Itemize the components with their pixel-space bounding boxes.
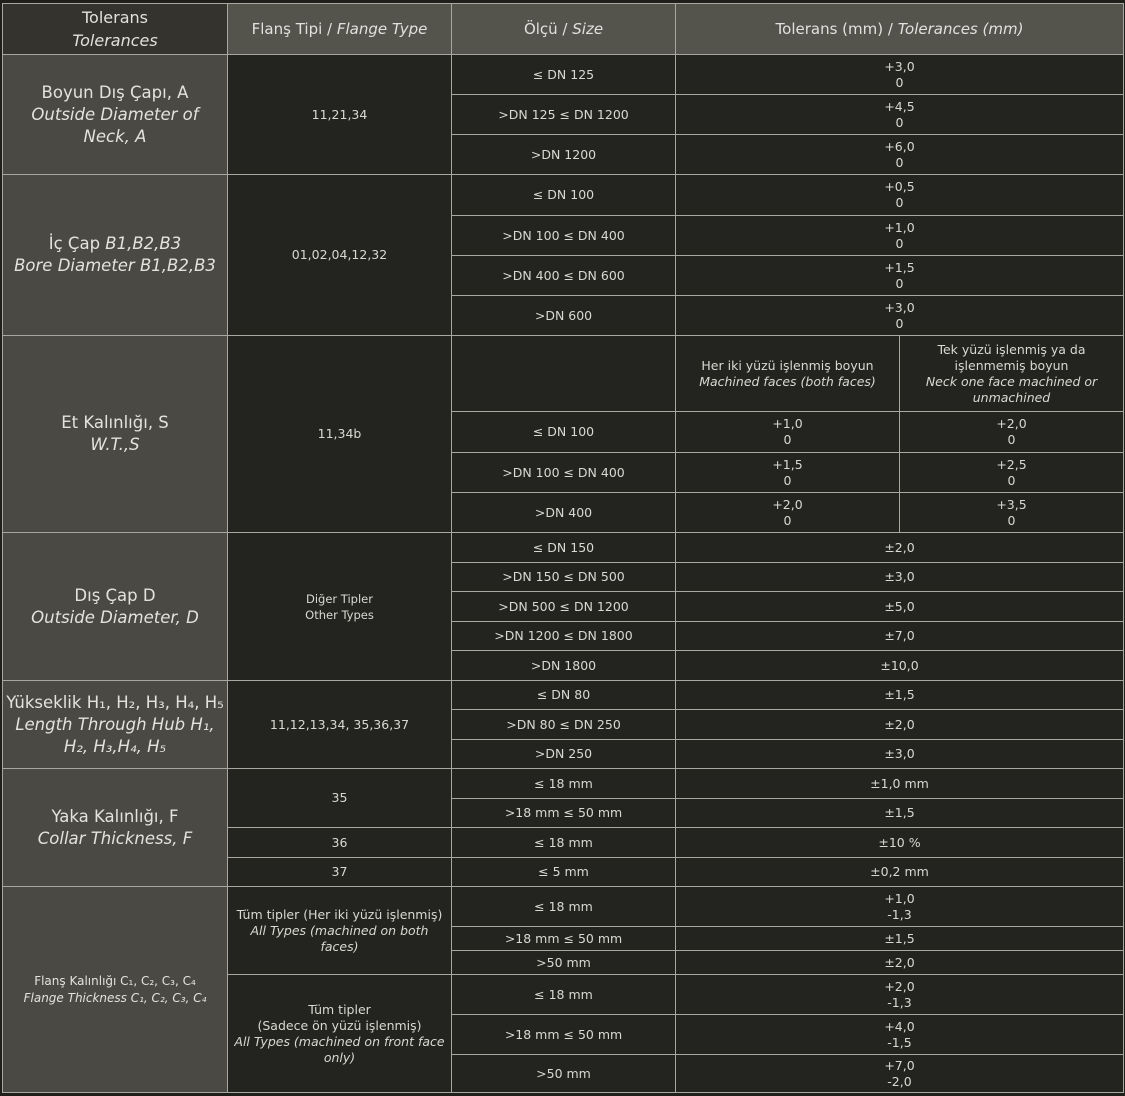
tolerance-cell: ±1,5 (676, 799, 1124, 828)
tolerance-cell: ±10 % (676, 828, 1124, 858)
neck-label-cell (3, 55, 228, 175)
wall-col2-header (900, 336, 1124, 412)
size-cell: ≤ DN 100 (452, 175, 676, 216)
wall-col1-header (676, 336, 900, 412)
tolerance-cell: ±1,5 (676, 927, 1124, 951)
flange-group1-tr: Tüm tipler (Her iki yüzü işlenmiş) (236, 906, 443, 922)
header-property (3, 4, 228, 55)
size-cell: >DN 1200 (452, 135, 676, 175)
tolerance-table (2, 3, 1124, 1093)
flange-group1-en: All Types (machined on both faces) (250, 922, 429, 954)
size-cell: ≤ DN 125 (452, 55, 676, 95)
flange-group2 (228, 975, 452, 1093)
tol-upper: +6,0 (884, 138, 915, 154)
outer-types (228, 533, 452, 681)
tol-lower: 0 (1007, 432, 1016, 447)
outer-types-tr: Diğer Tipler (306, 591, 373, 606)
size-cell: >DN 150 ≤ DN 500 (452, 563, 676, 592)
size-cell: ≤ DN 100 (452, 412, 676, 453)
neck-label-en: Outside Diameter of Neck, A (31, 104, 199, 146)
collar-type-cell: 35 (228, 769, 452, 828)
tol-lower: 0 (1007, 472, 1016, 488)
tolerance-cell: ±3,0 (676, 563, 1124, 592)
tol-upper: +2,0 (996, 416, 1027, 431)
height-label-tr: Yükseklik H₁, H₂, H₃, H₄, H₅ (6, 692, 224, 712)
tol-upper: +1,0 (884, 219, 915, 235)
tol-upper: +3,5 (996, 496, 1027, 512)
bore-types: 01,02,04,12,32 (228, 175, 452, 336)
outer-label-en: Outside Diameter, D (31, 607, 199, 627)
tol-upper: +7,0 (884, 1057, 915, 1073)
size-cell: >DN 500 ≤ DN 1200 (452, 592, 676, 622)
tolerance-cell (676, 887, 1124, 927)
header-property-tr: Tolerans (82, 8, 148, 27)
tol-upper: +1,0 (884, 890, 915, 906)
size-cell: >DN 100 ≤ DN 400 (452, 216, 676, 256)
tol-upper: +4,0 (884, 1018, 915, 1034)
tolerance-cell (676, 175, 1124, 216)
tolerance-cell (676, 55, 1124, 95)
size-cell: >DN 400 (452, 493, 676, 533)
bore-label-tr-it: B1,B2,B3 (105, 234, 182, 253)
wall-label-en: W.T.,S (90, 435, 140, 454)
bore-label-tr: İç Çap (48, 234, 106, 253)
header-tolerance (676, 4, 1124, 55)
tolerance-cell (676, 493, 900, 533)
flange-group2-en: All Types (machined on front face only) (234, 1033, 445, 1065)
outer-label-tr: Dış Çap D (74, 585, 156, 605)
size-cell: >DN 1800 (452, 651, 676, 681)
size-cell: >50 mm (452, 951, 676, 975)
flange-label-cell (3, 887, 228, 1093)
header-row (3, 4, 1124, 55)
collar-label-en: Collar Thickness, F (37, 828, 193, 848)
size-cell: >DN 80 ≤ DN 250 (452, 710, 676, 740)
size-cell: >DN 600 (452, 296, 676, 336)
table-row (3, 769, 1124, 799)
size-cell: >DN 1200 ≤ DN 1800 (452, 622, 676, 651)
tol-lower: -2,0 (887, 1073, 912, 1089)
tolerance-cell (676, 1015, 1124, 1055)
height-types: 11,12,13,34, 35,36,37 (228, 681, 452, 769)
tol-upper: +4,5 (884, 98, 915, 114)
tol-lower: -1,3 (887, 906, 912, 922)
tolerance-cell: ±2,0 (676, 710, 1124, 740)
tol-lower: 0 (783, 512, 792, 528)
outer-types-en: Other Types (305, 607, 374, 622)
header-size-tr: Ölçü / (523, 20, 573, 38)
flange-label-en: Flange Thickness C₁, C₂, C₃, C₄ (23, 990, 207, 1005)
size-cell: ≤ 18 mm (452, 887, 676, 927)
header-flange-type (228, 4, 452, 55)
tol-lower: 0 (895, 114, 904, 130)
neck-types: 11,21,34 (228, 55, 452, 175)
tolerance-cell: ±2,0 (676, 533, 1124, 563)
tol-upper: +2,0 (884, 978, 915, 994)
size-cell: >DN 100 ≤ DN 400 (452, 453, 676, 493)
tolerance-cell: ±10,0 (676, 651, 1124, 681)
header-size-en: Size (572, 20, 604, 38)
header-size (452, 4, 676, 55)
wall-col2-en: Neck one face machined or unmachined (925, 373, 1098, 405)
flange-group1 (228, 887, 452, 975)
tol-lower: 0 (895, 74, 904, 90)
size-cell: >18 mm ≤ 50 mm (452, 927, 676, 951)
tolerance-cell (676, 975, 1124, 1015)
size-cell: ≤ 5 mm (452, 858, 676, 887)
tol-upper: +1,5 (772, 456, 803, 472)
tolerance-cell (676, 216, 1124, 256)
outer-label-cell (3, 533, 228, 681)
size-cell: >50 mm (452, 1055, 676, 1093)
flange-label-tr: Flanş Kalınlığı C₁, C₂, C₃, C₄ (34, 973, 196, 988)
table-row (3, 887, 1124, 927)
table-row (3, 175, 1124, 216)
size-cell: ≤ 18 mm (452, 975, 676, 1015)
header-tolerance-en: Tolerances (mm) (897, 20, 1024, 38)
tolerance-cell (900, 412, 1124, 453)
bore-label-tr-line (6, 233, 224, 255)
tolerance-cell: ±5,0 (676, 592, 1124, 622)
wall-types: 11,34b (228, 336, 452, 533)
wall-col2-tr: Tek yüzü işlenmiş ya da işlenmemiş boyun (937, 341, 1086, 373)
tolerance-cell: ±1,0 mm (676, 769, 1124, 799)
size-cell: >DN 400 ≤ DN 600 (452, 256, 676, 296)
tolerance-cell (676, 412, 900, 453)
flange-group2-tr1: Tüm tipler (308, 1001, 371, 1017)
collar-type-cell: 36 (228, 828, 452, 858)
size-cell: >18 mm ≤ 50 mm (452, 1015, 676, 1055)
tolerance-cell (900, 493, 1124, 533)
size-cell: ≤ DN 80 (452, 681, 676, 710)
tol-upper: +1,0 (772, 416, 803, 431)
bore-label-en: Bore Diameter B1,B2,B3 (14, 256, 216, 275)
tolerance-cell (676, 95, 1124, 135)
table-row (3, 533, 1124, 563)
tolerance-cell: ±0,2 mm (676, 858, 1124, 887)
size-cell: >18 mm ≤ 50 mm (452, 799, 676, 828)
collar-label-tr: Yaka Kalınlığı, F (51, 806, 179, 826)
tol-lower: -1,5 (887, 1034, 912, 1050)
collar-label-cell (3, 769, 228, 887)
tol-lower: 0 (783, 472, 792, 488)
wall-col1-tr: Her iki yüzü işlenmiş boyun (701, 357, 874, 373)
tolerance-cell (676, 453, 900, 493)
wall-label-tr: Et Kalınlığı, S (61, 413, 169, 432)
wall-col1-en: Machined faces (both faces) (699, 373, 876, 389)
tolerance-cell (676, 256, 1124, 296)
table-row (3, 336, 1124, 412)
size-cell: >DN 125 ≤ DN 1200 (452, 95, 676, 135)
size-cell: ≤ 18 mm (452, 769, 676, 799)
tol-lower: -1,3 (887, 994, 912, 1010)
header-property-en: Tolerances (72, 31, 158, 50)
tol-lower: 0 (895, 154, 904, 170)
tol-lower: 0 (895, 275, 904, 291)
header-tolerance-tr: Tolerans (mm) / (775, 20, 898, 38)
tol-lower: 0 (783, 432, 792, 447)
height-label-en: Length Through Hub H₁, H₂, H₃,H₄, H₅ (15, 714, 215, 756)
table-row (3, 55, 1124, 95)
flange-group2-tr2: (Sadece ön yüzü işlenmiş) (257, 1017, 422, 1033)
table-row (3, 681, 1124, 710)
tol-lower: 0 (895, 315, 904, 331)
tol-upper: +0,5 (884, 179, 915, 194)
collar-type-cell: 37 (228, 858, 452, 887)
tol-lower: 0 (895, 235, 904, 251)
tolerance-cell (676, 1055, 1124, 1093)
tolerance-cell: ±3,0 (676, 740, 1124, 769)
tolerance-cell: ±2,0 (676, 951, 1124, 975)
tol-lower: 0 (1007, 512, 1016, 528)
size-cell: >DN 250 (452, 740, 676, 769)
size-cell: ≤ DN 150 (452, 533, 676, 563)
tolerance-cell (676, 296, 1124, 336)
bore-label-cell (3, 175, 228, 336)
tol-upper: +2,5 (996, 456, 1027, 472)
tolerance-cell: ±7,0 (676, 622, 1124, 651)
tol-lower: 0 (895, 195, 904, 210)
wall-label-cell (3, 336, 228, 533)
tol-upper: +3,0 (884, 299, 915, 315)
header-flange-type-en: Flange Type (336, 20, 428, 38)
tolerance-cell: ±1,5 (676, 681, 1124, 710)
size-cell: ≤ 18 mm (452, 828, 676, 858)
height-label-cell (3, 681, 228, 769)
neck-label-tr: Boyun Dış Çapı, A (41, 82, 189, 102)
tol-upper: +2,0 (772, 496, 803, 512)
header-flange-type-tr: Flanş Tipi / (251, 20, 337, 38)
tol-upper: +3,0 (884, 58, 915, 74)
tolerance-cell (676, 135, 1124, 175)
tol-upper: +1,5 (884, 259, 915, 275)
tolerance-cell (900, 453, 1124, 493)
wall-subheader-blank (452, 336, 676, 412)
